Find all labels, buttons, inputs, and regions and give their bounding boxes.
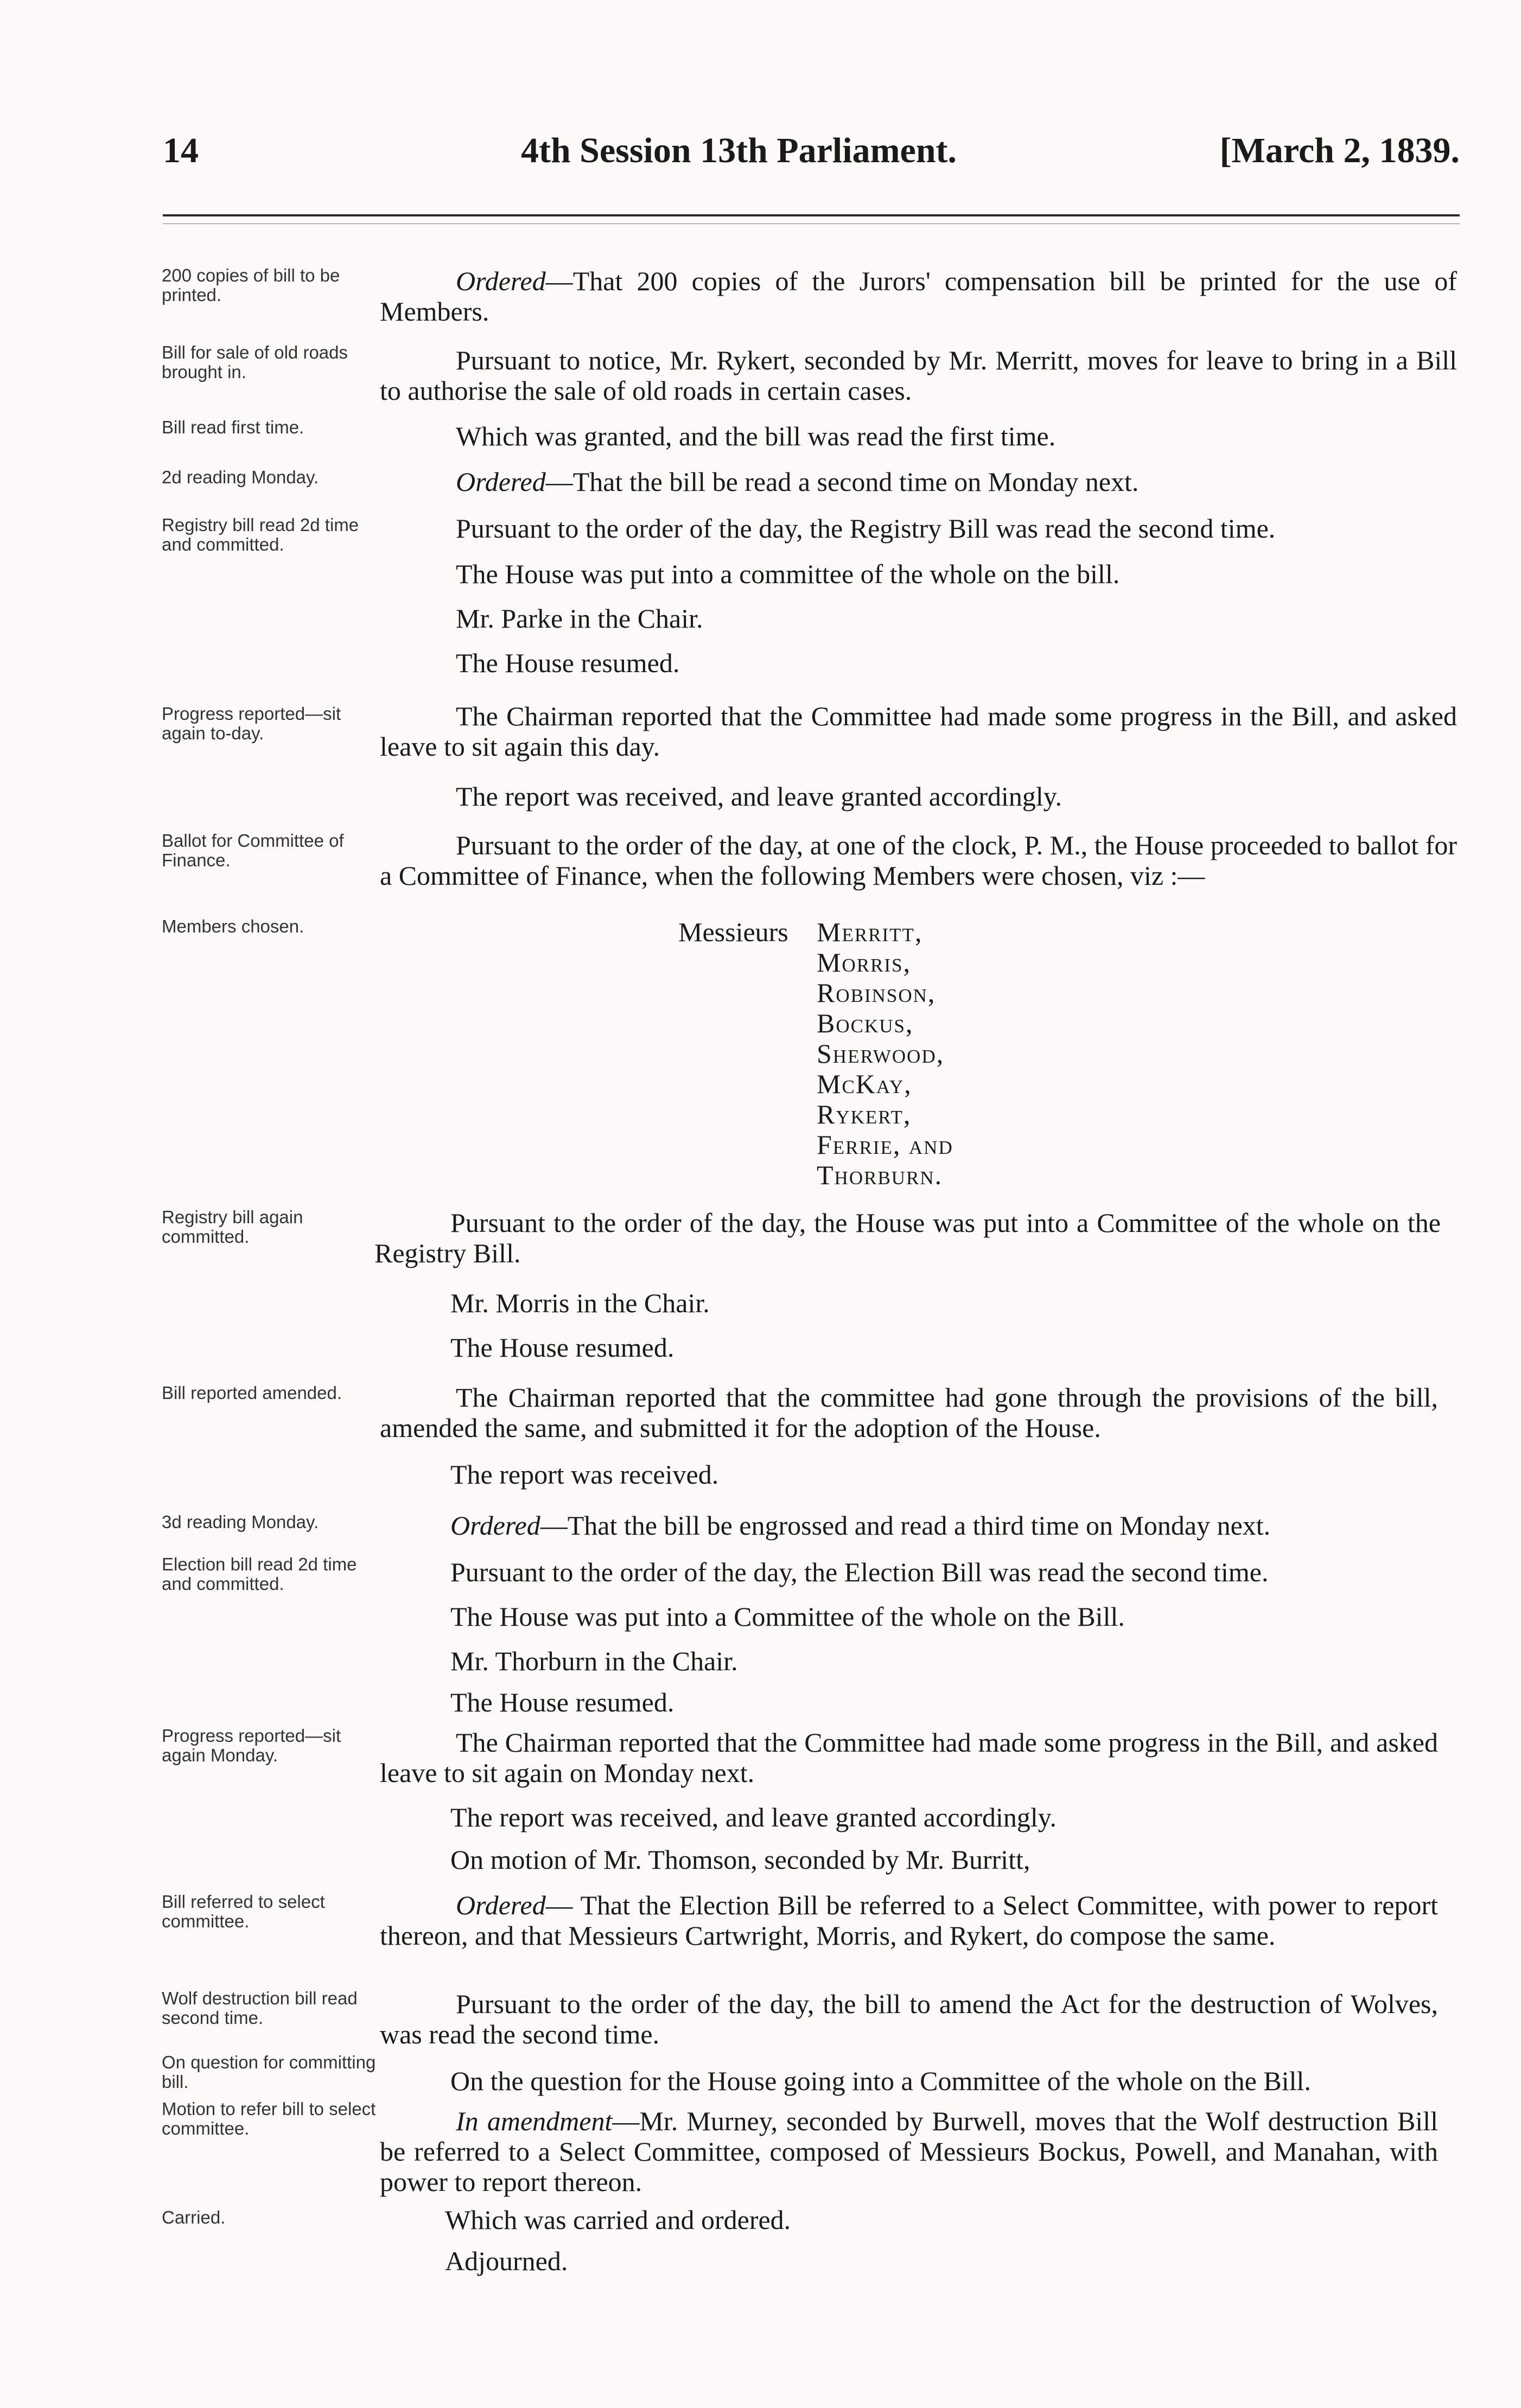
members-names: [817, 917, 953, 1190]
paragraph: Pursuant to notice, Mr. Rykert, seconded by Mr. Merritt, moves for leave to bring in a Bill to authorise the sale of old roads in certain cases.: [380, 345, 1457, 406]
paragraph: The report was received.: [450, 1459, 719, 1490]
margin-note: Carried.: [162, 2207, 226, 2227]
paragraph: The House was put into a committee of the whole on the bill.: [456, 559, 1120, 589]
paragraph: The House resumed.: [456, 648, 680, 678]
paragraph: The Chairman reported that the committee had gone through the provisions of the bill, amended the same, and submitted it for the adoption of the House.: [380, 1382, 1438, 1443]
margin-note: Ballot for Committee of Finance.: [162, 831, 344, 870]
paragraph: Pursuant to the order of the day, the bill to amend the Act for the destruction of Wolves, was read the second time.: [380, 1989, 1438, 2049]
header-rule: [163, 214, 1460, 216]
paragraph: Pursuant to the order of the day, the House was put into a Committee of the whole on the Registry Bill.: [374, 1208, 1441, 1268]
paragraph: [450, 1510, 1454, 1541]
margin-note: Bill for sale of old roads brought in.: [162, 342, 348, 382]
paragraph: [380, 2106, 1438, 2197]
paragraph: [456, 467, 1460, 497]
margin-note: Motion to refer bill to select committee.: [162, 2099, 376, 2138]
margin-note: Progress reported—sit again Monday.: [162, 1726, 341, 1765]
paragraph: Mr. Thorburn in the Chair.: [450, 1646, 738, 1676]
paragraph-text: —That the bill be engrossed and read a third time on Monday next.: [540, 1510, 1271, 1541]
margin-note: Bill read first time.: [162, 417, 304, 437]
member-name: Robinson,: [817, 978, 936, 1008]
lead-word: Ordered: [456, 1890, 546, 1920]
header-rule-thin: [163, 223, 1460, 224]
members-prefix: Messieurs: [678, 917, 788, 947]
paragraph-text: —Mr. Murney, seconded by Burwell, moves that the Wolf destruction Bill be referred to a Select Committee, composed of Messieurs Bockus, Powell, and Manahan, with power to report thereon.: [380, 2106, 1438, 2197]
lead-word: Ordered: [450, 1510, 540, 1541]
member-name: Thorburn.: [817, 1160, 943, 1190]
paragraph: Mr. Morris in the Chair.: [450, 1288, 710, 1318]
paragraph: The report was received, and leave granted accordingly.: [456, 781, 1062, 812]
member-name: Morris,: [817, 947, 912, 978]
paragraph-text: —That 200 copies of the Jurors' compensation bill be printed for the use of Members.: [380, 266, 1457, 327]
page-header: [163, 130, 1460, 190]
margin-note: 3d reading Monday.: [162, 1512, 319, 1532]
member-name: Sherwood,: [817, 1038, 945, 1069]
paragraph: The report was received, and leave granted accordingly.: [450, 1802, 1057, 1832]
header-date: [March 2, 1839.: [1219, 131, 1460, 170]
lead-word: In amendment: [456, 2106, 613, 2136]
paragraph: [380, 830, 1457, 891]
margin-note: Bill reported amended.: [162, 1383, 342, 1403]
paragraph: The House resumed.: [450, 1687, 674, 1717]
margin-note: Progress reported—sit again to-day.: [162, 704, 341, 743]
paragraph: The Chairman reported that the Committee had made some progress in the Bill, and asked leave to sit again on Monday next.: [380, 1727, 1438, 1788]
paragraph: The House resumed.: [450, 1332, 674, 1363]
page-number: 14: [163, 131, 199, 170]
margin-note: On question for committing bill.: [162, 2052, 376, 2092]
margin-note: 200 copies of bill to be printed.: [162, 265, 340, 305]
paragraph: The House was put into a Committee of the whole on the Bill.: [450, 1601, 1125, 1632]
margin-note: Bill referred to select committee.: [162, 1892, 325, 1931]
member-name: Ferrie, and: [817, 1129, 953, 1160]
paragraph: [380, 1890, 1438, 1951]
margin-note: Election bill read 2d time and committed.: [162, 1554, 357, 1594]
paragraph-text: — That the Election Bill be referred to a Select Committee, with power to report thereon, and that Messieurs Cartwright, Morris, and Rykert, do compose the same.: [380, 1890, 1438, 1951]
margin-note: Members chosen.: [162, 916, 304, 936]
paragraph: Adjourned.: [445, 2246, 568, 2276]
lead-word: Ordered: [456, 266, 546, 296]
paragraph: Which was carried and ordered.: [445, 2205, 791, 2235]
member-name: Rykert,: [817, 1099, 912, 1129]
member-name: McKay,: [817, 1069, 912, 1099]
member-name: Bockus,: [817, 1008, 914, 1038]
paragraph: Pursuant to the order of the day, the Election Bill was read the second time.: [450, 1557, 1269, 1587]
paragraph: Pursuant to the order of the day, the Registry Bill was read the second time.: [456, 513, 1276, 544]
paragraph: On motion of Mr. Thomson, seconded by Mr. Burritt,: [450, 1844, 1030, 1875]
lead-word: Ordered: [456, 467, 546, 497]
paragraph: Mr. Parke in the Chair.: [456, 603, 703, 634]
margin-note: Wolf destruction bill read second time.: [162, 1988, 358, 2028]
session-title: 4th Session 13th Parliament.: [521, 131, 957, 170]
margin-note: 2d reading Monday.: [162, 467, 319, 487]
paragraph-text: Pursuant to the order of the day, at one of the clock, P. M., the House proceeded to ballot for a Committee of Finance, when the following Members were chosen, viz :—: [380, 830, 1457, 891]
paragraph: Which was granted, and the bill was read the first time.: [456, 421, 1056, 451]
paragraph-text: —That the bill be read a second time on Monday next.: [545, 467, 1139, 497]
paragraph: [380, 266, 1457, 327]
margin-note: Registry bill read 2d time and committed.: [162, 515, 359, 554]
member-name: Merritt,: [817, 917, 923, 947]
margin-note: Registry bill again committed.: [162, 1207, 303, 1247]
paragraph: The Chairman reported that the Committee had made some progress in the Bill, and asked leave to sit again this day.: [380, 701, 1457, 762]
paragraph: On the question for the House going into a Committee of the whole on the Bill.: [450, 2066, 1311, 2096]
